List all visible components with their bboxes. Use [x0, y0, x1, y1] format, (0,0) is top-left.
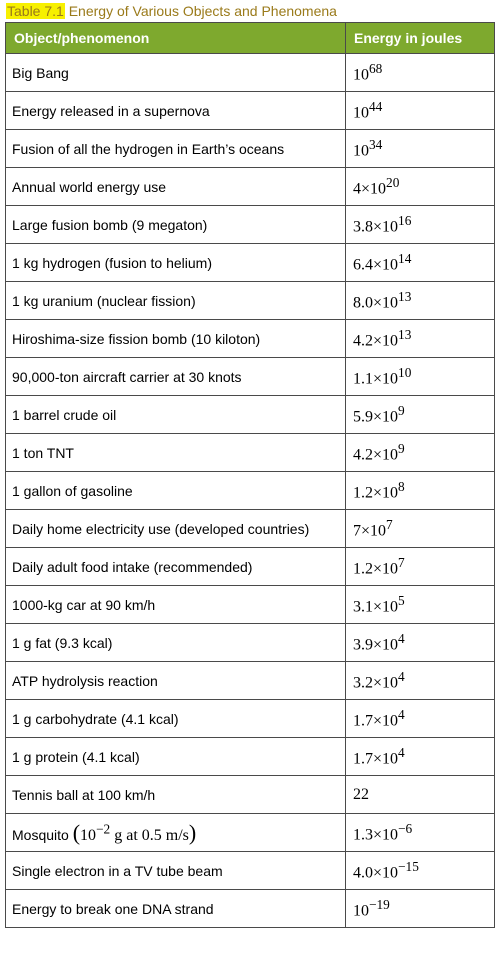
table-row [6, 624, 495, 662]
cell-energy [346, 548, 495, 586]
cell-object [6, 700, 346, 738]
table-row [6, 776, 495, 814]
object-label: Fusion of all the hydrogen in Earth’s oceans [12, 140, 285, 157]
cell-energy [346, 814, 495, 852]
header-row [6, 23, 495, 54]
energy-base: 6.4×10 [353, 256, 399, 274]
energy-exponent: 4 [398, 630, 405, 646]
cell-energy [346, 700, 495, 738]
object-label: Single electron in a TV tube beam [12, 862, 223, 879]
table-row [6, 396, 495, 434]
energy-base: 4.2×10 [353, 446, 399, 464]
table-title: Energy of Various Objects and Phenomena [68, 3, 337, 19]
cell-object [6, 662, 346, 700]
table-row [6, 472, 495, 510]
object-label: Mosquito [12, 826, 69, 843]
table-row [6, 814, 495, 852]
energy-base: 4×10 [353, 180, 387, 198]
table-row [6, 282, 495, 320]
cell-object [6, 244, 346, 282]
energy-base: 4.0×10 [353, 864, 399, 882]
table-row [6, 510, 495, 548]
energy-base: 3.8×10 [353, 218, 399, 236]
object-label: Big Bang [12, 64, 69, 81]
table-body [6, 54, 495, 928]
object-label: Daily adult food intake (recommended) [12, 558, 253, 575]
cell-energy [346, 358, 495, 396]
energy-base: 10 [353, 104, 369, 122]
table-row [6, 358, 495, 396]
cell-energy [346, 662, 495, 700]
cell-energy [346, 396, 495, 434]
object-label: Tennis ball at 100 km/h [12, 786, 156, 803]
energy-exponent: −19 [369, 896, 390, 912]
table-number: Table 7.1 [7, 3, 64, 19]
cell-energy [346, 586, 495, 624]
table-row [6, 320, 495, 358]
cell-object [6, 624, 346, 662]
object-label: 1 g protein (4.1 kcal) [12, 748, 140, 765]
energy-base: 1.7×10 [353, 750, 399, 768]
energy-exponent: 16 [398, 212, 412, 228]
energy-table [5, 22, 495, 928]
object-label: 1 kg uranium (nuclear fission) [12, 292, 196, 309]
energy-exponent: 13 [398, 288, 412, 304]
cell-energy [346, 92, 495, 130]
cell-object [6, 206, 346, 244]
cell-object [6, 776, 346, 814]
cell-object [6, 738, 346, 776]
header-object: Object/phenomenon [6, 23, 346, 54]
energy-exponent: 8 [398, 478, 405, 494]
cell-object [6, 358, 346, 396]
energy-exponent: 68 [369, 60, 383, 76]
cell-energy [346, 244, 495, 282]
energy-base: 10 [353, 142, 369, 160]
energy-exponent: 7 [398, 554, 405, 570]
energy-exponent: 7 [386, 516, 393, 532]
object-label: 1 g carbohydrate (4.1 kcal) [12, 710, 179, 727]
table-row [6, 206, 495, 244]
energy-base: 10 [353, 66, 369, 84]
energy-exponent: 4 [398, 706, 405, 722]
cell-energy [346, 320, 495, 358]
cell-energy [346, 738, 495, 776]
energy-base: 3.9×10 [353, 636, 399, 654]
table-row [6, 890, 495, 928]
cell-object [6, 320, 346, 358]
energy-exponent: 5 [398, 592, 405, 608]
cell-object [6, 548, 346, 586]
energy-base: 5.9×10 [353, 408, 399, 426]
table-row [6, 586, 495, 624]
energy-exponent: 14 [398, 250, 412, 266]
object-math: ($10^{-2}$ g at 0.5 m/s) [72, 819, 197, 845]
cell-energy [346, 206, 495, 244]
header-energy: Energy in joules [346, 23, 495, 54]
energy-exponent: 4 [398, 668, 405, 684]
cell-energy [346, 852, 495, 890]
cell-energy [346, 510, 495, 548]
object-label: Hiroshima-size fission bomb (10 kiloton) [12, 330, 261, 347]
table-row [6, 548, 495, 586]
cell-energy [346, 624, 495, 662]
object-label: Energy released in a supernova [12, 102, 210, 119]
object-label: 1 ton TNT [12, 444, 74, 461]
cell-energy [346, 472, 495, 510]
energy-base: 3.1×10 [353, 598, 399, 616]
energy-exponent: −6 [398, 820, 413, 836]
cell-energy [346, 434, 495, 472]
cell-object [6, 586, 346, 624]
table-row [6, 244, 495, 282]
energy-exponent: 34 [369, 136, 383, 152]
object-label: 1 g fat (9.3 kcal) [12, 634, 113, 651]
table-row [6, 662, 495, 700]
energy-exponent: 9 [398, 440, 405, 456]
cell-object [6, 54, 346, 92]
energy-exponent: −15 [398, 858, 419, 874]
table-caption [6, 3, 337, 19]
energy-exponent: 9 [398, 402, 405, 418]
table-row [6, 852, 495, 890]
energy-base: 7×10 [353, 522, 387, 540]
energy-base: 10 [353, 902, 369, 920]
object-label: 1 barrel crude oil [12, 406, 117, 423]
cell-energy [346, 890, 495, 928]
energy-base: 1.1×10 [353, 370, 399, 388]
table-row [6, 434, 495, 472]
object-label: 1 gallon of gasoline [12, 482, 133, 499]
object-label: 1 kg hydrogen (fusion to helium) [12, 254, 212, 271]
object-label: 1000-kg car at 90 km/h [12, 596, 156, 613]
table-row [6, 738, 495, 776]
energy-base: 1.3×10 [353, 826, 399, 844]
cell-object [6, 852, 346, 890]
table-row [6, 700, 495, 738]
cell-object [6, 890, 346, 928]
object-label: Annual world energy use [12, 178, 167, 195]
energy-base: 4.2×10 [353, 332, 399, 350]
energy-base: 1.7×10 [353, 712, 399, 730]
object-label: Energy to break one DNA strand [12, 900, 214, 917]
cell-energy [346, 54, 495, 92]
cell-object [6, 472, 346, 510]
cell-energy [346, 130, 495, 168]
energy-exponent: 44 [369, 98, 383, 114]
cell-energy [346, 776, 495, 814]
energy-exponent: 13 [398, 326, 412, 342]
energy-base: 22 [353, 785, 369, 803]
energy-exponent: 20 [386, 174, 400, 190]
energy-base: 1.2×10 [353, 560, 399, 578]
cell-object [6, 168, 346, 206]
table-row [6, 54, 495, 92]
cell-object [6, 92, 346, 130]
cell-energy [346, 282, 495, 320]
cell-object [6, 434, 346, 472]
energy-base: 3.2×10 [353, 674, 399, 692]
energy-exponent: 4 [398, 744, 405, 760]
table-row [6, 92, 495, 130]
energy-base: 8.0×10 [353, 294, 399, 312]
object-label: Daily home electricity use (developed countries) [12, 520, 310, 537]
object-label: Large fusion bomb (9 megaton) [12, 216, 208, 233]
object-label: ATP hydrolysis reaction [12, 672, 158, 689]
energy-exponent: 10 [398, 364, 412, 380]
cell-object [6, 510, 346, 548]
cell-object [6, 130, 346, 168]
energy-base: 1.2×10 [353, 484, 399, 502]
cell-object [6, 282, 346, 320]
cell-object [6, 814, 346, 852]
cell-energy [346, 168, 495, 206]
table-row [6, 130, 495, 168]
object-label: 90,000-ton aircraft carrier at 30 knots [12, 368, 242, 385]
cell-object [6, 396, 346, 434]
table-row [6, 168, 495, 206]
